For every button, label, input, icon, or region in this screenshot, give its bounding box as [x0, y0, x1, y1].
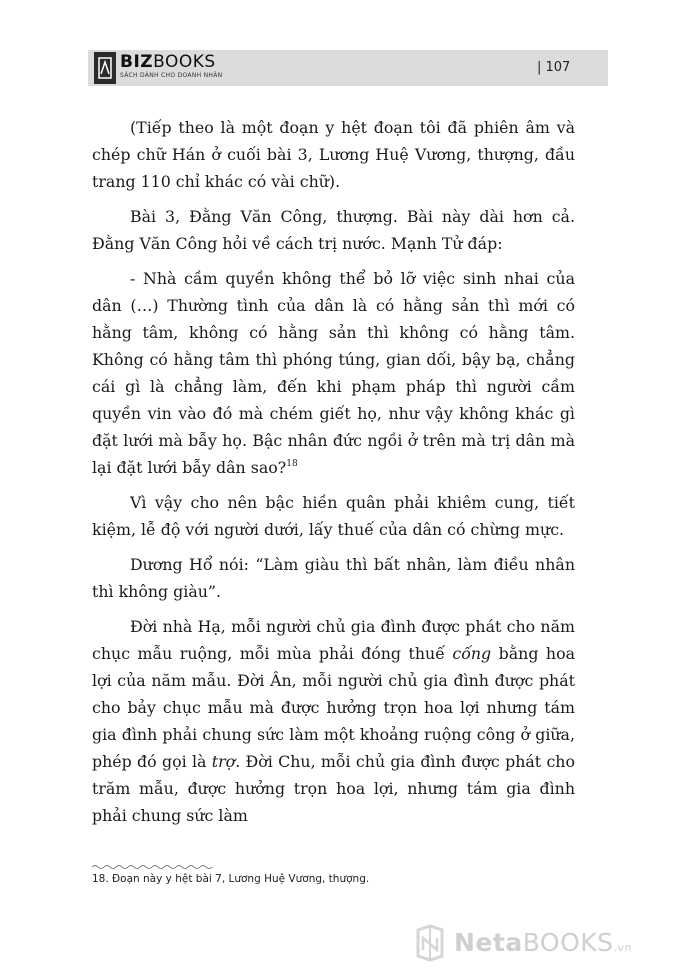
paragraph-1: (Tiếp theo là một đoạn y hệt đoạn tôi đã phiên âm và chép chữ Hán ở cuối bài 3, Lương Huệ Vương, thượng, đầu trang 110 chỉ khác có vài chữ).: [92, 118, 575, 191]
netabooks-watermark: [454, 928, 632, 957]
paragraph-6-part-a: Đời nhà Hạ, mỗi người chủ gia đình được phát cho năm chục mẫu ruộng, mỗi mùa phải đóng thuế: [92, 617, 575, 663]
logo-light-text: BOOKS: [153, 52, 216, 72]
watermark-suffix: .vn: [613, 941, 633, 954]
watermark-light-text: BOOKS: [522, 928, 614, 957]
paragraph-4: Vì vậy cho nên bậc hiền quân phải khiêm cung, tiết kiệm, lễ độ với người dưới, lấy thuế của dân có chừng mực.: [92, 493, 575, 539]
paragraph-6-part-b: bằng hoa lợi của năm mẫu. Đời Ân, mỗi người chủ gia đình được phát cho bảy chục mẫu mà được hưởng trọn hoa lợi nhưng tám gia đình phải chung sức làm một khoảng ruộng công ở giữa, phép đó gọi là: [92, 644, 576, 771]
logo-tagline: SÁCH DÀNH CHO DOANH NHÂN: [120, 72, 223, 79]
footnote: 18. Đoạn này y hệt bài 7, Lương Huệ Vương, thượng.: [92, 873, 370, 885]
term-cong: cống: [452, 644, 492, 663]
paragraph-3-text: - Nhà cầm quyền không thể bỏ lỡ việc sinh nhai của dân (…) Thường tình của dân là có hằng sản thì mới có hằng tâm, không có hằng sản thì không có hằng tâm. Không có hằng tâm thì phóng túng, gian dối, bậy bạ, chẳng cái gì là chẳng làm, đến khi phạm pháp thì người cầm quyền vin vào đó mà chém giết họ, như vậy không khác gì đặt lưới mà bẫy họ. Bậc nhân đức ngồi ở trên mà trị dân mà lại đặt lưới bẫy dân sao?: [92, 269, 575, 477]
term-tro: trợ: [211, 752, 236, 771]
footnote-reference: 18: [286, 459, 298, 469]
paragraph-2: Bài 3, Đằng Văn Công, thượng. Bài này dài hơn cả. Đằng Văn Công hỏi về cách trị nước. Mạnh Tử đáp:: [92, 207, 575, 253]
watermark-bold-text: Neta: [454, 928, 523, 957]
paragraph-6-part-c: . Đời Chu, mỗi chủ gia đình được phát cho trăm mẫu, được hưởng trọn hoa lợi, nhưng tám gia đình phải chung sức làm: [92, 752, 575, 825]
footnote-divider: [92, 864, 214, 870]
paragraph-3: [92, 265, 575, 481]
bizbooks-logo: [120, 52, 216, 72]
book-logo-icon: [410, 924, 450, 964]
bizbooks-logo-icon: [94, 52, 116, 84]
body-text: [92, 114, 575, 837]
paragraph-6: [92, 613, 575, 829]
page-number: | 107: [537, 60, 571, 75]
logo-bold-text: BIZ: [120, 52, 154, 72]
paragraph-5: Dương Hổ nói: “Làm giàu thì bất nhân, làm điều nhân thì không giàu”.: [92, 555, 575, 601]
